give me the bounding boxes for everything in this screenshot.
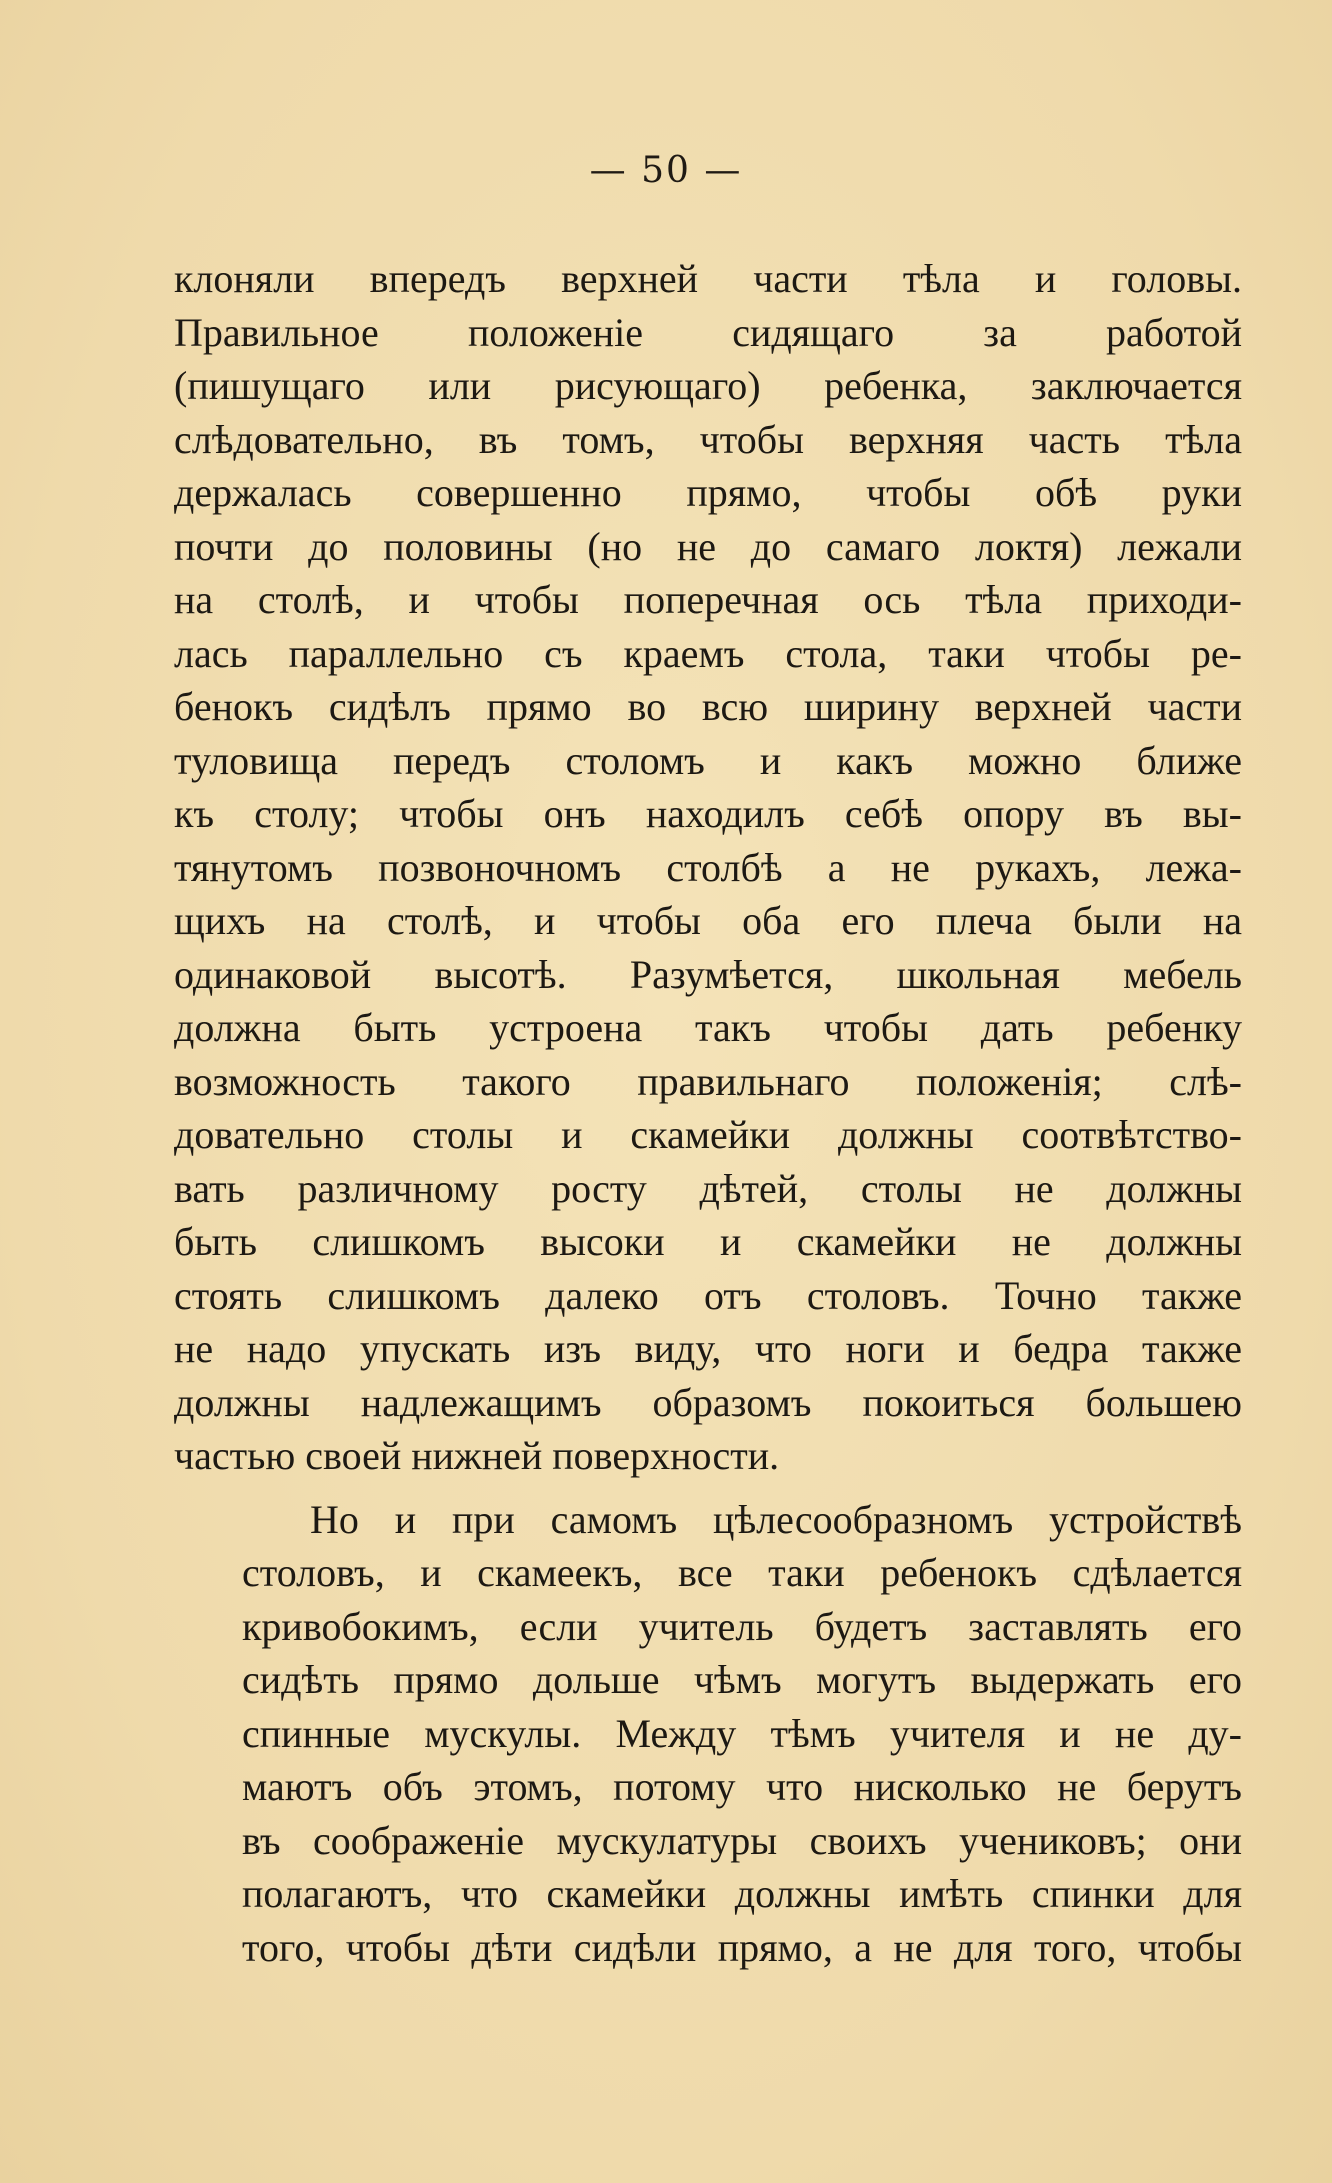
text-line: къ столу; чтобы онъ находилъ себѣ опору въ вы- (174, 791, 1242, 836)
text-line: довательно столы и скамейки должны соотвѣтство- (174, 1112, 1242, 1157)
text-line: на столѣ, и чтобы поперечная ось тѣла приходи- (174, 577, 1242, 622)
text-line: въ соображеніе мускулатуры своихъ учениковъ; они (242, 1817, 1242, 1863)
body-text (174, 252, 1242, 1974)
text-line: держалась совершенно прямо, чтобы обѣ руки (174, 470, 1242, 515)
text-line: щихъ на столѣ, и чтобы оба его плеча были на (174, 898, 1242, 943)
text-line: столовъ, и скамеекъ, все таки ребенокъ сдѣлается (242, 1550, 1242, 1595)
paragraph-1 (174, 252, 1242, 1483)
text-line: маютъ объ этомъ, потому что нисколько не берутъ (242, 1764, 1242, 1809)
paragraph-2 (174, 1493, 1242, 1975)
text-line: быть слишкомъ высоки и скамейки не должны (174, 1219, 1242, 1264)
text-line: одинаковой высотѣ. Разумѣется, школьная мебель (174, 951, 1242, 997)
text-line: бенокъ сидѣлъ прямо во всю ширину верхней части (174, 684, 1242, 729)
text-line: слѣдовательно, въ томъ, чтобы верхняя часть тѣла (174, 416, 1242, 462)
page-number: — 50 — (589, 150, 743, 191)
text-line: возможность такого правильнаго положенія; слѣ- (174, 1058, 1242, 1104)
text-line: лась параллельно съ краемъ стола, таки чтобы ре- (174, 630, 1242, 676)
text-line: должны надлежащимъ образомъ покоиться большею (174, 1379, 1242, 1425)
text-line: Правильное положеніе сидящаго за работой (174, 309, 1242, 355)
text-line: вать различному росту дѣтей, столы не должны (174, 1165, 1242, 1211)
text-line: полагаютъ, что скамейки должны имѣть спинки для (242, 1871, 1242, 1916)
text-line: сидѣть прямо дольше чѣмъ могутъ выдержать его (242, 1657, 1242, 1702)
text-line: спинные мускулы. Между тѣмъ учителя и не ду- (242, 1710, 1242, 1756)
text-line: тянутомъ позвоночномъ столбѣ а не рукахъ, лежа- (174, 844, 1242, 890)
text-line: должна быть устроена такъ чтобы дать ребенку (174, 1005, 1242, 1050)
text-line: не надо упускать изъ виду, что ноги и бедра также (174, 1326, 1242, 1371)
text-line: туловища передъ столомъ и какъ можно ближе (174, 737, 1242, 783)
text-line: почти до половины (но не до самаго локтя) лежали (174, 523, 1242, 569)
text-line: стоять слишкомъ далеко отъ столовъ. Точно также (174, 1272, 1242, 1318)
text-line: частью своей нижней поверхности. (174, 1433, 780, 1478)
text-line: клоняли впередъ верхней части тѣла и головы. (174, 256, 1242, 301)
text-line: кривобокимъ, если учитель будетъ заставлять его (242, 1603, 1242, 1649)
text-line: (пишущаго или рисующаго) ребенка, заключается (174, 363, 1242, 408)
text-line: того, чтобы дѣти сидѣли прямо, а не для того, чтобы (242, 1924, 1242, 1970)
text-line: Но и при самомъ цѣлесообразномъ устройствѣ (310, 1496, 1242, 1542)
